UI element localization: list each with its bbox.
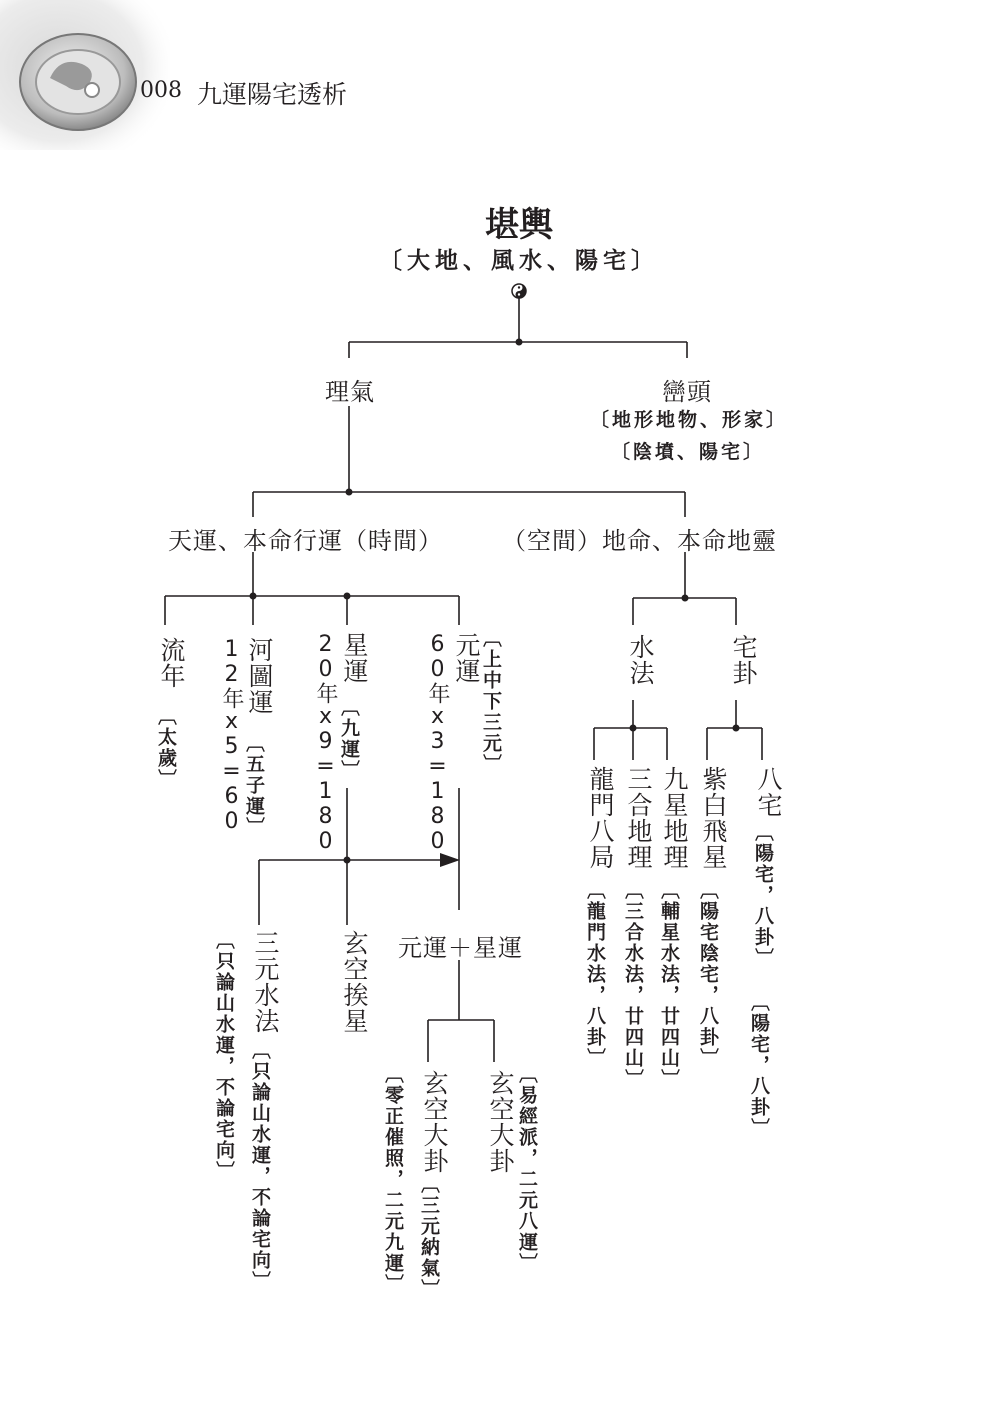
yin-yang-icon — [512, 284, 526, 298]
xuan-kong-gua-2-label: 玄空大卦 — [486, 1070, 515, 1174]
long-men-note: 〔龍門水法，八卦〕 — [584, 880, 606, 1069]
san-yuan-shui-note-1: 〔只論山水運，不論宅向〕 — [249, 1040, 271, 1292]
book-title: 九運陽宅透析 — [197, 80, 348, 109]
xing-yun-formula: 20年x9=180 — [313, 632, 338, 854]
san-he-note: 〔三合水法，廿四山〕 — [622, 880, 644, 1090]
tian-yun-label: 天運、本命行運（時間） — [168, 527, 443, 555]
he-tu-formula: 12年x5=60 — [219, 637, 244, 834]
xuan-kong-ai-label: 玄空挨星 — [340, 930, 369, 1034]
page-number: 008 — [140, 78, 182, 103]
di-ming-label: （空間）地命、本命地靈 — [502, 527, 777, 555]
xuan-kong-gua-2-note: 〔易經派，二元八運〕 — [516, 1064, 538, 1274]
san-he-label: 三合地理 — [624, 766, 653, 870]
yuan-yun-label: 元運 — [452, 632, 481, 684]
liu-nian-note: 〔太歲〕 — [155, 706, 177, 790]
root-subtitle: 〔大地、風水、陽宅〕 — [379, 248, 659, 274]
ba-zhai-note-1: 〔陽宅，八卦〕 — [752, 822, 774, 969]
root-title: 堪輿 — [485, 205, 553, 245]
xuan-kong-gua-1-label: 玄空大卦 — [420, 1070, 449, 1174]
san-yuan-shui-note-2: 〔只論山水運，不論宅向〕 — [213, 930, 235, 1182]
ba-zhai-note-2: 〔陽宅，八卦〕 — [748, 992, 770, 1139]
jiu-xing-note: 〔輔星水法，廿四山〕 — [658, 880, 680, 1090]
yuan-xing-label: 元運＋星運 — [398, 934, 523, 962]
zi-bai-note: 〔陽宅陰宅，八卦〕 — [697, 880, 719, 1069]
liu-nian-label: 流年 — [157, 637, 186, 689]
yuan-yun-formula: 60年x3=180 — [425, 632, 450, 854]
li-qi-label: 理氣 — [325, 378, 375, 406]
long-men-label: 龍門八局 — [586, 766, 615, 870]
xuan-kong-gua-1-note-1: 〔三元納氣〕 — [418, 1174, 440, 1300]
he-tu-note: 〔五子運〕 — [243, 733, 265, 838]
shui-fa-label: 水法 — [626, 634, 655, 686]
xing-yun-label: 星運 — [340, 632, 369, 684]
xing-yun-note: 〔九運〕 — [338, 697, 360, 781]
jiu-xing-label: 九星地理 — [660, 766, 689, 870]
luan-tou-label: 巒頭 — [662, 378, 712, 406]
zi-bai-label: 紫白飛星 — [699, 766, 728, 870]
xuan-kong-gua-1-note-2: 〔零正催照，二元九運〕 — [382, 1064, 404, 1295]
san-yuan-shui-label: 三元水法 — [251, 930, 280, 1034]
he-tu-label: 河圖運 — [245, 637, 274, 715]
zhai-gua-label: 宅卦 — [729, 634, 758, 686]
luan-tou-note-2: 〔陰墳、陽宅〕 — [611, 441, 766, 463]
yuan-yun-note: 〔上中下三元〕 — [480, 628, 502, 775]
luan-tou-note-1: 〔地形地物、形家〕 — [590, 409, 789, 431]
ba-zhai-label: 八宅 — [754, 766, 783, 818]
